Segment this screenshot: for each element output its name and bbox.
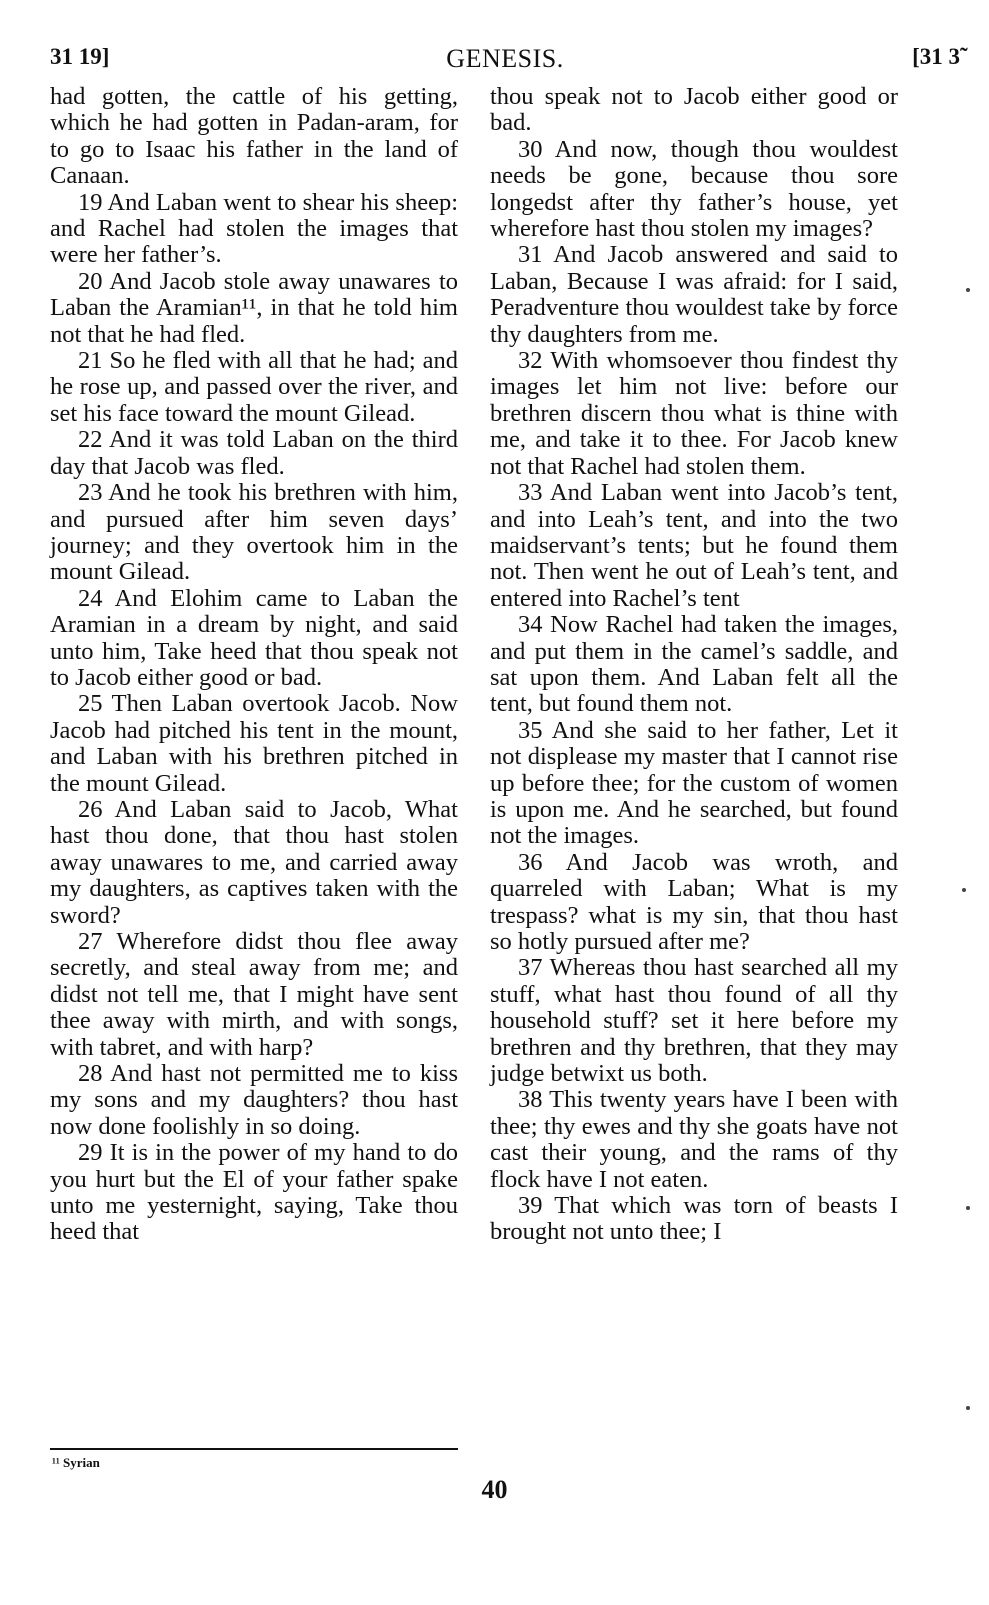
verse-21: 21 So he fled with all that he had; and he rose up, and passed over the river, and set his face toward the mount Gilead. — [50, 347, 458, 427]
left-column — [50, 84, 458, 1246]
verse-32: 32 With whomsoever thou findest thy images let him not live: before our brethren discern thou what is thine with me, and take it to thee. For Jacob knew not that Rachel had stolen them. — [490, 347, 898, 480]
scan-speck — [962, 888, 966, 892]
verse-38: 38 This twenty years have I been with thee; thy ewes and thy she goats have not cast their young, and the rams of thy flock have I not eaten. — [490, 1086, 898, 1193]
verse-27: 27 Wherefore didst thou flee away secretly, and steal away from me; and didst not tell me, that I might have sent thee away with mirth, and with songs, with tabret, and with harp? — [50, 928, 458, 1061]
verse-31: 31 And Jacob answered and said to Laban, Because I was afraid: for I said, Peradventure thou wouldest take by force thy daughters from me. — [490, 241, 898, 348]
verse-continuation: had gotten, the cattle of his getting, which he had gotten in Padan-aram, for to go to Isaac his father in the land of Canaan. — [50, 83, 458, 190]
scan-speck — [966, 1406, 970, 1410]
verse-24: 24 And Elohim came to Laban the Aramian in a dream by night, and said unto him, Take heed that thou speak not to Jacob either good or bad. — [50, 584, 458, 691]
verse-34: 34 Now Rachel had taken the images, and put them in the camel’s saddle, and sat upon them. And Laban felt all the tent, but found them not. — [490, 611, 898, 718]
verse-23: 23 And he took his brethren with him, and pursued after him seven days’ journey; and they overtook him in the mount Gilead. — [50, 479, 458, 586]
verse-29: 29 It is in the power of my hand to do you hurt but the El of your father spake unto me yesternight, saying, Take thou heed that — [50, 1139, 458, 1246]
verse-35: 35 And she said to her father, Let it not displease my master that I cannot rise up before thee; for the custom of women is upon me. And he searched, but found not the images. — [490, 716, 898, 850]
verse-26: 26 And Laban said to Jacob, What hast thou done, that thou hast stolen away unawares to me, and carried away my daughters, as captives taken with the sword? — [50, 795, 458, 929]
verse-37: 37 Whereas thou hast searched all my stuff, what hast thou found of all thy household stuff? set it here before my brethren and thy brethren, that they may judge betwixt us both. — [490, 954, 898, 1088]
scan-speck — [966, 288, 970, 292]
scan-speck — [966, 1206, 970, 1210]
verse-36: 36 And Jacob was wroth, and quarreled with Laban; What is my trespass? what is my sin, that thou hast so hotly pursued after me? — [490, 848, 898, 955]
verse-28: 28 And hast not permitted me to kiss my sons and my daughters? thou hast now done foolishly in so doing. — [50, 1060, 458, 1140]
footnote: ¹¹ Syrian — [52, 1455, 100, 1470]
header-chapter-verse-end: [31 3̃ — [912, 44, 960, 69]
verse-22: 22 And it was told Laban on the third day that Jacob was fled. — [50, 426, 458, 480]
verse-19: 19 And Laban went to shear his sheep: and Rachel had stolen the images that were her father’s. — [50, 188, 458, 269]
verse-30: 30 And now, though thou wouldest needs be gone, because thou sore longedst after thy father’s house, yet wherefore hast thou stolen my images? — [490, 135, 898, 243]
footnote-divider — [50, 1448, 458, 1450]
right-column — [490, 84, 898, 1246]
header-chapter-verse-start: 31 19] — [50, 44, 110, 69]
running-header — [50, 44, 960, 78]
verse-33: 33 And Laban went into Jacob’s tent, and into Leah’s tent, and into the two maidservant’s tents; but he found them not. Then went he out of Leah’s tent, and entered into Rachel’s tent — [490, 479, 898, 612]
verse-continuation: thou speak not to Jacob either good or bad. — [490, 83, 898, 137]
book-title: GENESIS. — [446, 44, 564, 73]
verse-25: 25 Then Laban overtook Jacob. Now Jacob had pitched his tent in the mount, and Laban with his brethren pitched in the mount Gilead. — [50, 690, 458, 797]
verse-39: 39 That which was torn of beasts I brought not unto thee; I — [490, 1192, 898, 1246]
verse-20: 20 And Jacob stole away unawares to Laban the Aramian¹¹, in that he told him not that he had fled. — [50, 267, 458, 348]
page-number: 40 — [481, 1475, 508, 1504]
